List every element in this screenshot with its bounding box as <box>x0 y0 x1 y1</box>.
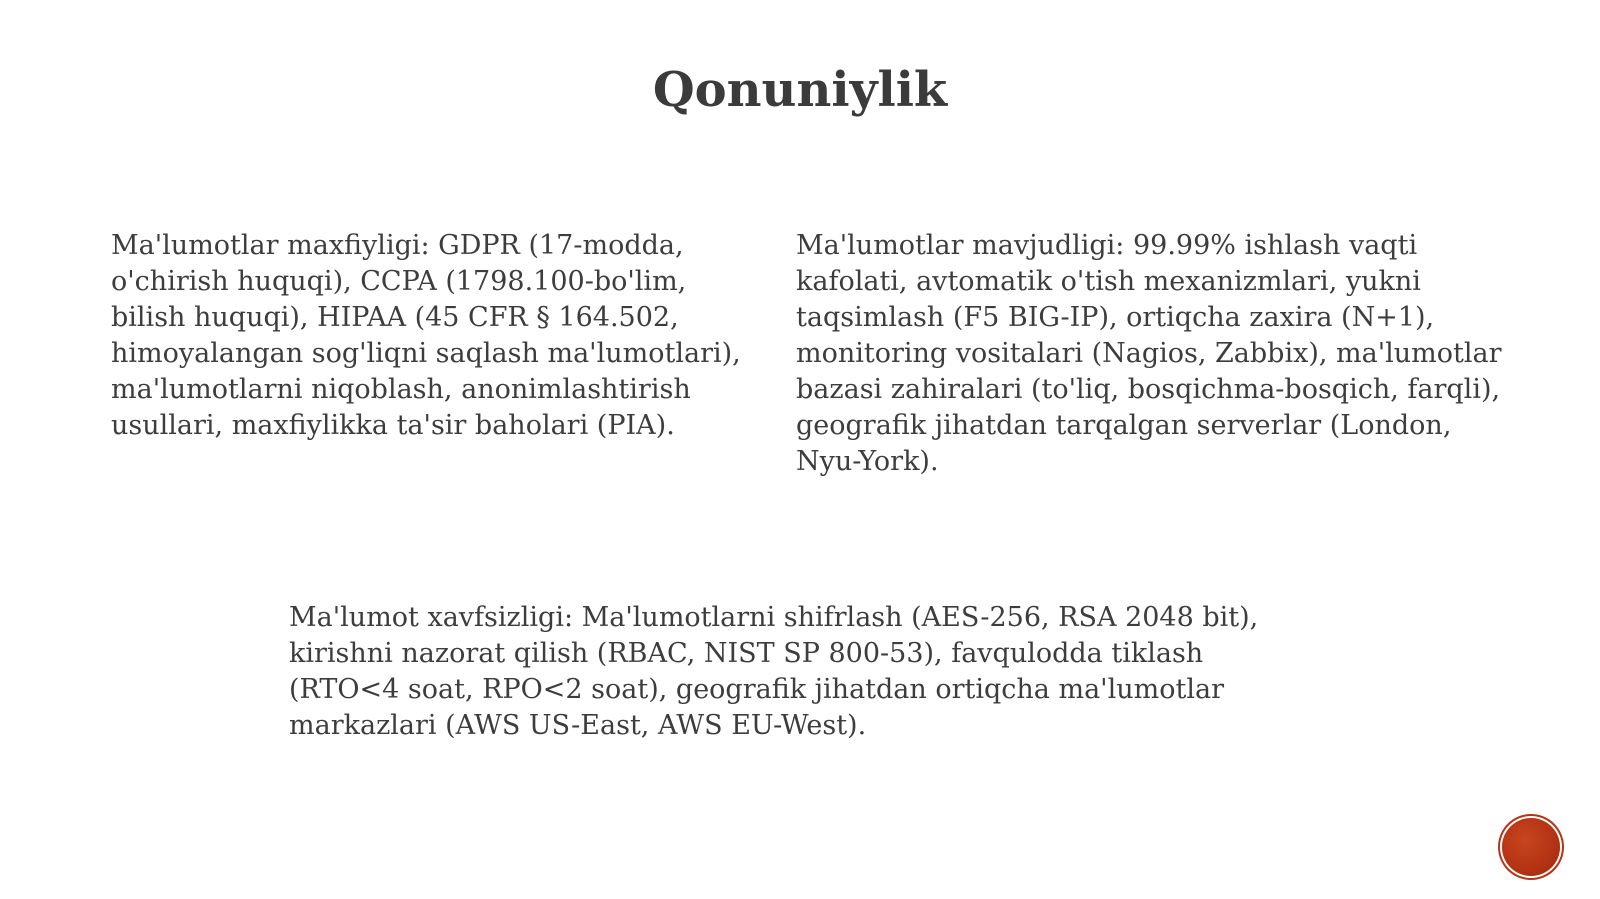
text-block-privacy: Ma'lumotlar maxfiyligi: GDPR (17-modda, o'chirish huquqi), CCPA (1798.100-bo'lim, bilish huquqi), HIPAA (45 CFR § 164.502, himoyalangan sog'liqni saqlash ma'lumotlari), ma'lumotlarni niqoblash, anonimlashtirish usullari, maxfiylikka ta'sir baholari (PIA). <box>111 230 741 441</box>
slide-title: Qonuniylik <box>652 62 948 118</box>
text-block-security: Ma'lumot xavfsizligi: Ma'lumotlarni shifrlash (AES-256, RSA 2048 bit), kirishni nazorat qilish (RBAC, NIST SP 800-53), favqulodda tiklash (RTO<4 soat, RPO<2 soat), geografik jihatdan ortiqcha ma'lumotlar markazlari (AWS US-East, AWS EU-West). <box>289 602 1259 741</box>
next-slide-circle-icon[interactable] <box>1502 818 1560 876</box>
text-block-availability: Ma'lumotlar mavjudligi: 99.99% ishlash vaqti kafolati, avtomatik o'tish mexanizmlari, yukni taqsimlash (F5 BIG-IP), ortiqcha zaxira (N+1), monitoring vositalari (Nagios, Zabbix), ma'lumotlar bazasi zahiralari (to'liq, bosqichma-bosqich, farqli), geografik jihatdan tarqalgan serverlar (London, Nyu-York). <box>796 230 1502 477</box>
